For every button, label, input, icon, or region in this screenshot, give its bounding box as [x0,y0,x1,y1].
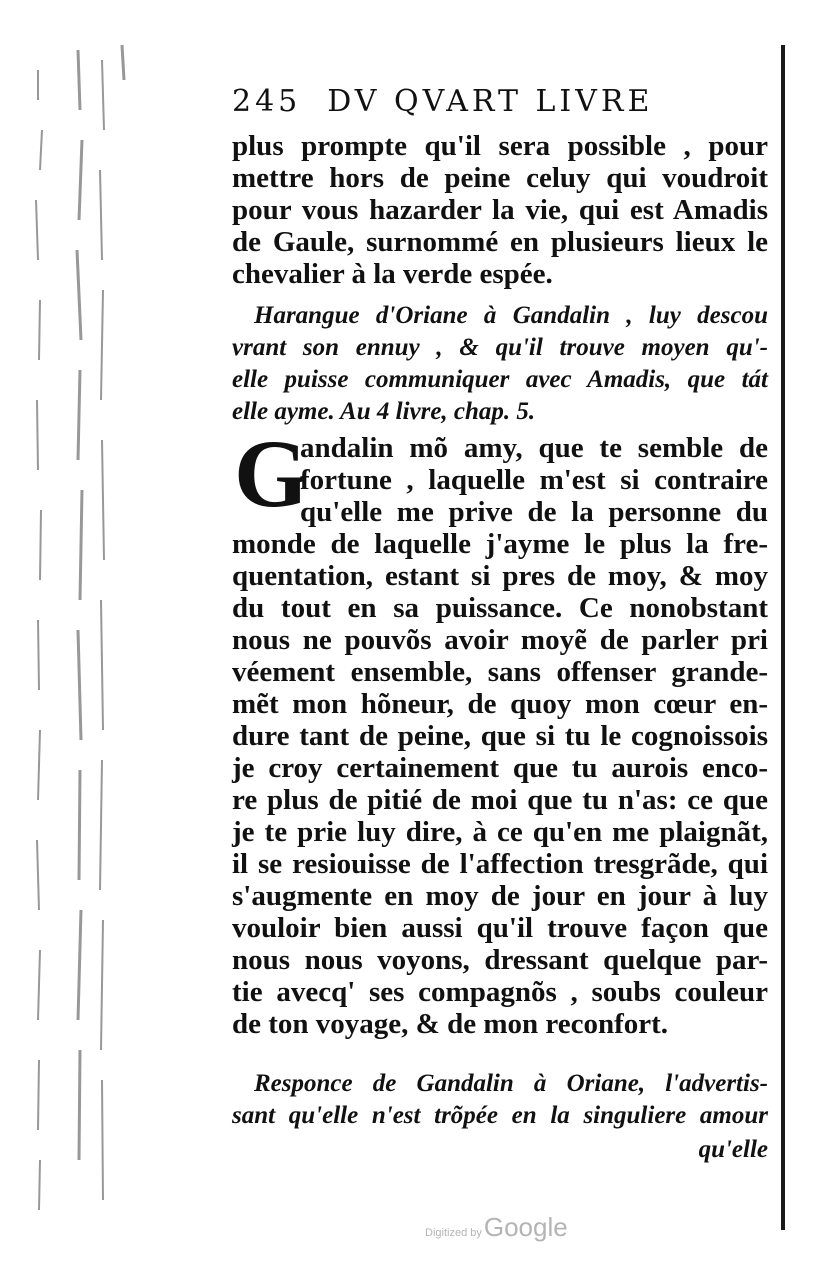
digitization-watermark [425,1212,568,1243]
text-line: monde de laquelle j'ayme le plus la fre- [232,528,768,560]
section-heading-gandalin [232,1068,768,1132]
section-heading-oriane [232,300,768,428]
page-edge-rule [781,45,785,1230]
text-line: tie avecq' ses compagnõs , soubs couleur [232,976,768,1008]
text-line: il se resiouisse de l'affection tresgrãde, qui [232,848,768,880]
text-line: mettre hors de peine celuy qui voudroit [232,162,768,194]
main-paragraph [232,528,768,1040]
heading-line: vrant son ennuy , & qu'il trouve moyen qu'- [232,334,768,361]
text-line: dure tant de peine, que si tu le cognoissois [232,720,768,752]
text-line: pour vous hazarder la vie, qui est Amadis [232,194,768,226]
text-line: nous nous voyons, dressant quelque par- [232,944,768,976]
heading-line: Responce de Gandalin à Oriane, l'advertis- [254,1070,768,1097]
text-line: re plus de pitié de moi que tu n'as: ce que [232,784,768,816]
text-line: vouloir bien aussi qu'il trouve façon que [232,912,768,944]
running-header [232,84,653,119]
text-line: fortune , laquelle m'est si contraire [300,464,768,496]
text-line: quentation, estant si pres de moy, & moy [232,560,768,592]
text-line: je croy certainement que tu aurois enco- [232,752,768,784]
text-line: du tout en sa puissance. Ce nonobstant [232,592,768,624]
heading-line: elle ayme. Au 4 livre, chap. 5. [232,398,536,425]
google-logo: Google [483,1212,568,1242]
heading-line: elle puisse communiquer avec Amadis, que tát [232,366,768,393]
intro-paragraph [232,130,768,290]
watermark-prefix: Digitized by [425,1227,482,1239]
dropcap-block [232,420,768,528]
heading-line: Harangue d'Oriane à Gandalin , luy descou [254,302,768,329]
drop-cap-letter: G [234,420,309,527]
text-line: andalin mõ amy, que te semble de [300,432,768,464]
scan-gutter-noise [30,40,130,1230]
text-line: qu'elle me prive de la personne du [300,496,768,528]
text-line: s'augmente en moy de jour en jour à luy [232,880,768,912]
text-line: de Gaule, surnommé en plusieurs lieux le [232,226,768,258]
heading-line: sant qu'elle n'est trõpée en la singuliere amour [232,1102,768,1129]
text-line: nous ne pouvõs avoir moyẽ de parler pri [232,624,768,656]
text-line: chevalier à la verde espée. [232,258,553,290]
text-line: mẽt mon hõneur, de quoy mon cœur en- [232,688,768,720]
page-number: 245 [232,84,302,119]
catchword: qu'elle [698,1136,768,1163]
text-line: véement ensemble, sans offenser grande- [232,656,768,688]
text-line: de ton voyage, & de mon reconfort. [232,1008,669,1040]
running-title: DV QVART LIVRE [327,84,654,119]
text-line: plus prompte qu'il sera possible , pour [232,130,768,162]
text-line: je te prie luy dire, à ce qu'en me plaignãt, [232,816,768,848]
